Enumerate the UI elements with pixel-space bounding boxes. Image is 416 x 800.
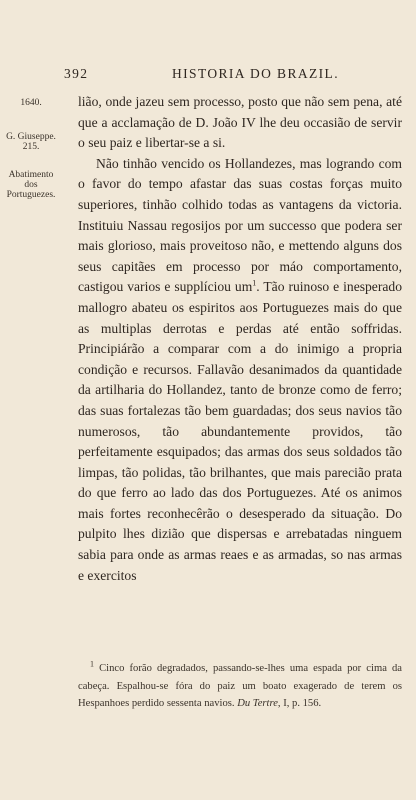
margin-source-line1: G. Giuseppe. bbox=[6, 132, 56, 142]
margin-topic-note bbox=[0, 170, 62, 200]
margin-year-text: 1640. bbox=[20, 98, 42, 108]
paragraph-1: lião, onde jazeu sem processo, posto que não sem pena, até que a acclamação de D. João IV lhe deu occasião de servir o seu paiz e libertar-se a si. bbox=[78, 94, 402, 151]
paragraph-2-part2: . Tão ruinoso e inesperado mallogro abateu os espiritos aos Portuguezes mais do que as multiplas derrotas e perdas até então soffridas. Principiárão a comparar com a do inimigo a propria condição e recursos. Fallavão desanimados da quantidade da artilharia do Hollandez, tanto de bronze como de ferro; das suas fortalezas tão bem guardadas; dos seus navios tão numerosos, tão abundantemente providos, tão perfeitamente esquipados; das armas dos seus soldados tão limpas, tão polidas, tão brilhantes, que mais parecião prata do que ferro ao lado das dos Portuguezes. Até os animos mais fortes reconhecêrão o desesperado da situação. Do pulpito lhes dizião que dispersas e arrebatadas ninguem sabia para onde as armas reaes e as armadas, so nas armas e exercitos bbox=[78, 279, 402, 583]
margin-topic-line2: dos bbox=[24, 180, 38, 190]
footnote-citation-author: Du Tertre bbox=[237, 698, 278, 709]
margin-topic-line1: Abatimento bbox=[8, 170, 54, 180]
main-text bbox=[78, 92, 402, 586]
margin-source-line2: 215. bbox=[22, 142, 40, 152]
margin-source-note bbox=[0, 132, 62, 152]
page-number: 392 bbox=[64, 66, 89, 81]
footnote-ref[interactable]: 1 bbox=[252, 278, 257, 288]
footnote bbox=[78, 660, 402, 713]
margin-topic-line3: Portuguezes. bbox=[6, 190, 56, 200]
footnote-text: Cinco forão degradados, passando-se-lhes uma espada por cima da cabeça. Espalhou-se fóra do paiz um boato exagerado de terem os Hespanhoes perdido sessenta navios. bbox=[78, 663, 402, 709]
running-title: HISTORIA DO BRAZIL. bbox=[172, 66, 339, 81]
footnote-citation-ref: , I, p. 156. bbox=[277, 698, 322, 709]
paragraph-2-part1: Não tinhão vencido os Hollandezes, mas logrando com o favor do tempo afastar das suas costas forças muito superiores, tinhão colhido todas as vantagens da victoria. Instituiu Nassau regosijos por um successo que podera ser mais glorioso, mais proveitoso não, e mettendo alguns dos seus capitães em processo por máo comportamento, castigou varios e supplíciou um bbox=[78, 155, 402, 295]
margin-year bbox=[0, 98, 62, 108]
footnote-marker: 1 bbox=[90, 659, 94, 669]
paragraph-2 bbox=[78, 154, 402, 586]
